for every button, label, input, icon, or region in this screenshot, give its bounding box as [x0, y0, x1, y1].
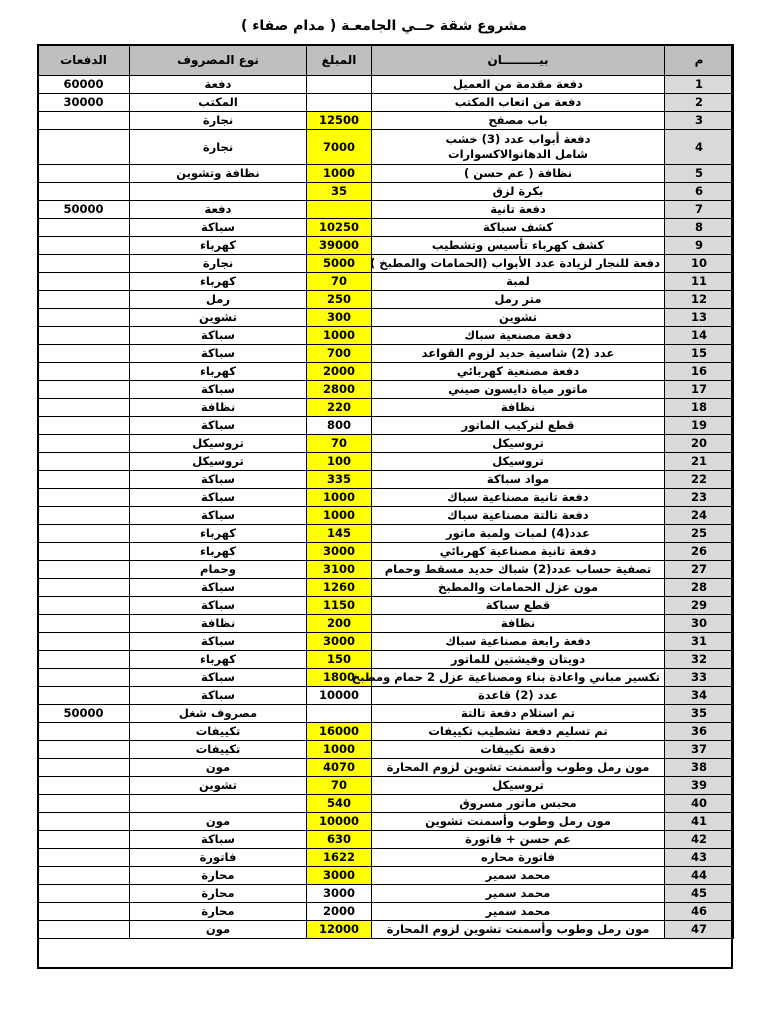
cell-type: تشوين	[130, 309, 307, 327]
cell-payments	[38, 453, 130, 471]
cell-type: رمل	[130, 291, 307, 309]
cell-description: محمد سمير	[372, 903, 665, 921]
cell-amount	[307, 94, 372, 112]
cell-description: قطع لتركيب الماتور	[372, 417, 665, 435]
cell-amount: 300	[307, 309, 372, 327]
cell-number: 6	[665, 183, 734, 201]
cell-type: فاتورة	[130, 849, 307, 867]
cell-type: مون	[130, 813, 307, 831]
header-payments: الدفعات	[38, 45, 130, 76]
cell-description: مون عزل الحمامات والمطبخ	[372, 579, 665, 597]
table-row	[38, 453, 734, 471]
cell-type: سباكة	[130, 471, 307, 489]
cell-payments	[38, 651, 130, 669]
cell-type: دفعة	[130, 76, 307, 94]
cell-type: سباكة	[130, 633, 307, 651]
cell-description: نظافة	[372, 615, 665, 633]
cell-number: 33	[665, 669, 734, 687]
cell-number: 25	[665, 525, 734, 543]
table-row	[38, 579, 734, 597]
cell-number: 41	[665, 813, 734, 831]
cell-payments	[38, 849, 130, 867]
table-row	[38, 112, 734, 130]
cell-number: 8	[665, 219, 734, 237]
expense-table	[37, 44, 734, 939]
table-row	[38, 669, 734, 687]
cell-payments	[38, 273, 130, 291]
cell-description: دفعة من اتعاب المكتب	[372, 94, 665, 112]
cell-payments	[38, 831, 130, 849]
cell-number: 27	[665, 561, 734, 579]
cell-number: 15	[665, 345, 734, 363]
table-row	[38, 417, 734, 435]
cell-description: باب مصفح	[372, 112, 665, 130]
cell-description: دفعة للنجار لزيادة عدد الأبواب (الحمامات والمطبخ )	[372, 255, 665, 273]
cell-type: نظافة	[130, 615, 307, 633]
cell-payments	[38, 633, 130, 651]
table-row	[38, 345, 734, 363]
cell-payments	[38, 309, 130, 327]
table-row	[38, 903, 734, 921]
cell-description: ماتور مياة دايسون صيني	[372, 381, 665, 399]
cell-description: تم تسليم دفعة تشطيب تكييفات	[372, 723, 665, 741]
cell-type: تروسيكل	[130, 435, 307, 453]
cell-amount: 3100	[307, 561, 372, 579]
cell-type: كهرباء	[130, 273, 307, 291]
table-body	[38, 76, 734, 939]
table-row	[38, 759, 734, 777]
cell-amount: 70	[307, 435, 372, 453]
cell-description	[372, 130, 665, 165]
cell-amount: 3000	[307, 543, 372, 561]
cell-number: 24	[665, 507, 734, 525]
cell-number: 40	[665, 795, 734, 813]
cell-number: 19	[665, 417, 734, 435]
cell-number: 36	[665, 723, 734, 741]
cell-payments	[38, 561, 130, 579]
cell-type: تشوين	[130, 777, 307, 795]
cell-type: سباكة	[130, 219, 307, 237]
header-amount: المبلغ	[307, 45, 372, 76]
cell-payments	[38, 525, 130, 543]
table-row	[38, 130, 734, 165]
cell-amount: 1150	[307, 597, 372, 615]
cell-amount: 16000	[307, 723, 372, 741]
cell-amount: 1260	[307, 579, 372, 597]
cell-description: محمد سمير	[372, 867, 665, 885]
cell-type: سباكة	[130, 579, 307, 597]
table-row	[38, 381, 734, 399]
cell-number: 45	[665, 885, 734, 903]
cell-amount: 7000	[307, 130, 372, 165]
cell-type: سباكة	[130, 597, 307, 615]
description-line-1: دفعة أبواب عدد (3) خشب	[445, 132, 591, 146]
cell-payments	[38, 417, 130, 435]
table-row	[38, 849, 734, 867]
table-row	[38, 363, 734, 381]
cell-amount: 200	[307, 615, 372, 633]
table-row	[38, 273, 734, 291]
cell-description: دفعة تانية	[372, 201, 665, 219]
table-row	[38, 201, 734, 219]
cell-type: مون	[130, 921, 307, 939]
cell-description: تصفية حساب عدد(2) شباك حديد مسقط وحمام	[372, 561, 665, 579]
table-row	[38, 921, 734, 939]
table-row	[38, 597, 734, 615]
cell-number: 14	[665, 327, 734, 345]
table-row	[38, 327, 734, 345]
cell-type: سباكة	[130, 831, 307, 849]
cell-payments	[38, 741, 130, 759]
cell-type: دفعة	[130, 201, 307, 219]
cell-payments	[38, 345, 130, 363]
cell-number: 18	[665, 399, 734, 417]
cell-description: دفعة تانية مصناعية سباك	[372, 489, 665, 507]
cell-amount	[307, 76, 372, 94]
cell-description: تروسيكل	[372, 453, 665, 471]
cell-payments: 60000	[38, 76, 130, 94]
table-row	[38, 525, 734, 543]
cell-amount: 4070	[307, 759, 372, 777]
cell-description: متر رمل	[372, 291, 665, 309]
cell-number: 30	[665, 615, 734, 633]
cell-type: نظافة	[130, 399, 307, 417]
cell-payments: 50000	[38, 201, 130, 219]
header-row	[38, 45, 734, 76]
cell-amount: 2800	[307, 381, 372, 399]
table-row	[38, 507, 734, 525]
cell-payments	[38, 813, 130, 831]
cell-number: 17	[665, 381, 734, 399]
cell-payments	[38, 291, 130, 309]
cell-payments	[38, 723, 130, 741]
table-row	[38, 237, 734, 255]
table-row	[38, 687, 734, 705]
cell-amount: 70	[307, 777, 372, 795]
cell-amount: 35	[307, 183, 372, 201]
table-row	[38, 255, 734, 273]
table-row	[38, 561, 734, 579]
header-description: بيـــــــــان	[372, 45, 665, 76]
cell-number: 11	[665, 273, 734, 291]
table-row	[38, 76, 734, 94]
cell-amount: 3000	[307, 867, 372, 885]
cell-description: تم استلام دفعة تالتة	[372, 705, 665, 723]
cell-type: محارة	[130, 867, 307, 885]
table-row	[38, 165, 734, 183]
cell-description: دفعة رابعة مصناعية سباك	[372, 633, 665, 651]
cell-number: 1	[665, 76, 734, 94]
cell-amount: 250	[307, 291, 372, 309]
cell-payments	[38, 669, 130, 687]
cell-payments	[38, 183, 130, 201]
cell-type: كهرباء	[130, 543, 307, 561]
cell-amount: 12500	[307, 112, 372, 130]
cell-number: 39	[665, 777, 734, 795]
cell-payments	[38, 687, 130, 705]
cell-description: مون رمل وطوب وأسمنت تشوين لزوم المحارة	[372, 921, 665, 939]
cell-type: تروسيكل	[130, 453, 307, 471]
cell-payments	[38, 255, 130, 273]
cell-type: سباكة	[130, 345, 307, 363]
cell-number: 4	[665, 130, 734, 165]
cell-amount: 1000	[307, 489, 372, 507]
cell-number: 46	[665, 903, 734, 921]
cell-description: نظافة	[372, 399, 665, 417]
cell-number: 34	[665, 687, 734, 705]
table-row	[38, 867, 734, 885]
cell-number: 5	[665, 165, 734, 183]
cell-type: كهرباء	[130, 237, 307, 255]
cell-amount: 800	[307, 417, 372, 435]
cell-type: كهرباء	[130, 525, 307, 543]
cell-amount: 700	[307, 345, 372, 363]
cell-description: قطع سباكة	[372, 597, 665, 615]
cell-type: سباكة	[130, 669, 307, 687]
cell-amount: 145	[307, 525, 372, 543]
table-row	[38, 309, 734, 327]
cell-description: عم حسن + فاتورة	[372, 831, 665, 849]
cell-amount	[307, 201, 372, 219]
table-row	[38, 435, 734, 453]
cell-amount: 220	[307, 399, 372, 417]
cell-type: سباكة	[130, 327, 307, 345]
cell-amount: 1622	[307, 849, 372, 867]
cell-amount: 2000	[307, 363, 372, 381]
cell-number: 26	[665, 543, 734, 561]
cell-type: نجارة	[130, 112, 307, 130]
table-row	[38, 399, 734, 417]
cell-type	[130, 795, 307, 813]
cell-amount: 12000	[307, 921, 372, 939]
cell-description: نظافة ( عم حسن )	[372, 165, 665, 183]
cell-payments: 30000	[38, 94, 130, 112]
cell-amount: 1000	[307, 741, 372, 759]
cell-amount: 5000	[307, 255, 372, 273]
cell-description: دفعة تكييفات	[372, 741, 665, 759]
cell-description: عدد (2) قاعدة	[372, 687, 665, 705]
cell-type: نجارة	[130, 130, 307, 165]
cell-amount: 100	[307, 453, 372, 471]
cell-payments	[38, 543, 130, 561]
cell-payments	[38, 759, 130, 777]
table-row	[38, 543, 734, 561]
cell-amount: 1800	[307, 669, 372, 687]
cell-payments	[38, 777, 130, 795]
cell-number: 42	[665, 831, 734, 849]
table-row	[38, 471, 734, 489]
cell-description: تروسيكل	[372, 777, 665, 795]
cell-amount: 39000	[307, 237, 372, 255]
cell-amount: 335	[307, 471, 372, 489]
cell-type: كهرباء	[130, 363, 307, 381]
cell-payments	[38, 471, 130, 489]
cell-amount: 1000	[307, 507, 372, 525]
cell-description: مون رمل وطوب وأسمنت تشوين	[372, 813, 665, 831]
cell-number: 37	[665, 741, 734, 759]
cell-number: 16	[665, 363, 734, 381]
cell-payments	[38, 237, 130, 255]
cell-amount: 1000	[307, 165, 372, 183]
cell-number: 22	[665, 471, 734, 489]
cell-payments	[38, 399, 130, 417]
cell-number: 12	[665, 291, 734, 309]
page-title: مشروع شقة حــي الجامعـة ( مدام صفاء )	[240, 18, 528, 34]
cell-description: دفعة تالتة مصناعية سباك	[372, 507, 665, 525]
cell-type: مون	[130, 759, 307, 777]
cell-payments	[38, 903, 130, 921]
cell-description: مواد سباكة	[372, 471, 665, 489]
cell-amount: 3000	[307, 633, 372, 651]
cell-number: 29	[665, 597, 734, 615]
cell-type: سباكة	[130, 381, 307, 399]
cell-payments	[38, 579, 130, 597]
cell-description: دفعة مصنعية سباك	[372, 327, 665, 345]
table-row	[38, 885, 734, 903]
cell-description: كشف كهرباء تأسيس وتشطيب	[372, 237, 665, 255]
cell-number: 13	[665, 309, 734, 327]
cell-description: دفعة مصنعية كهربائي	[372, 363, 665, 381]
table-row	[38, 219, 734, 237]
cell-payments	[38, 615, 130, 633]
header-type: نوع المصروف	[130, 45, 307, 76]
cell-number: 3	[665, 112, 734, 130]
cell-payments	[38, 489, 130, 507]
cell-amount: 2000	[307, 903, 372, 921]
cell-type: المكتب	[130, 94, 307, 112]
cell-amount: 3000	[307, 885, 372, 903]
cell-description: دفعة تانية مصناعية كهربائي	[372, 543, 665, 561]
table-row	[38, 94, 734, 112]
cell-number: 7	[665, 201, 734, 219]
cell-number: 9	[665, 237, 734, 255]
cell-type: كهرباء	[130, 651, 307, 669]
cell-payments	[38, 363, 130, 381]
cell-amount: 10000	[307, 687, 372, 705]
cell-payments	[38, 130, 130, 165]
cell-payments	[38, 885, 130, 903]
cell-description: تكسير مباني واعادة بناء ومصناعية عزل 2 حمام ومطبخ	[372, 669, 665, 687]
cell-amount: 10000	[307, 813, 372, 831]
cell-type: محارة	[130, 885, 307, 903]
cell-amount: 540	[307, 795, 372, 813]
cell-type: سباكة	[130, 507, 307, 525]
cell-payments	[38, 165, 130, 183]
cell-payments	[38, 112, 130, 130]
cell-description: دويتان وفيشتين للماتور	[372, 651, 665, 669]
cell-description: بكرة لزق	[372, 183, 665, 201]
cell-type: تكييفات	[130, 723, 307, 741]
cell-payments: 50000	[38, 705, 130, 723]
cell-number: 32	[665, 651, 734, 669]
cell-type: سباكة	[130, 417, 307, 435]
cell-description: مون رمل وطوب وأسمنت تشوين لزوم المحارة	[372, 759, 665, 777]
cell-type: وحمام	[130, 561, 307, 579]
cell-number: 38	[665, 759, 734, 777]
cell-number: 10	[665, 255, 734, 273]
cell-amount: 150	[307, 651, 372, 669]
cell-type: محارة	[130, 903, 307, 921]
cell-type	[130, 183, 307, 201]
table-row	[38, 723, 734, 741]
cell-number: 47	[665, 921, 734, 939]
cell-payments	[38, 597, 130, 615]
cell-number: 31	[665, 633, 734, 651]
table-row	[38, 777, 734, 795]
table-row	[38, 633, 734, 651]
cell-number: 28	[665, 579, 734, 597]
table-row	[38, 615, 734, 633]
cell-type: نجارة	[130, 255, 307, 273]
description-line-2: شامل الدهانوالاكسوارات	[448, 147, 588, 161]
cell-description: تشوين	[372, 309, 665, 327]
cell-payments	[38, 867, 130, 885]
header-number: م	[665, 45, 734, 76]
cell-number: 20	[665, 435, 734, 453]
cell-payments	[38, 795, 130, 813]
table-row	[38, 741, 734, 759]
table-row	[38, 183, 734, 201]
table-row	[38, 705, 734, 723]
cell-number: 23	[665, 489, 734, 507]
cell-payments	[38, 507, 130, 525]
table-row	[38, 489, 734, 507]
cell-type: نظافة وتشوين	[130, 165, 307, 183]
cell-description: عدد(4) لمبات ولمبة ماتور	[372, 525, 665, 543]
cell-description: لمبة	[372, 273, 665, 291]
cell-payments	[38, 327, 130, 345]
cell-amount: 630	[307, 831, 372, 849]
cell-description: محبس ماتور مسروق	[372, 795, 665, 813]
cell-description: محمد سمير	[372, 885, 665, 903]
cell-payments	[38, 381, 130, 399]
cell-amount: 10250	[307, 219, 372, 237]
cell-description: عدد (2) شاسية حديد لزوم القواعد	[372, 345, 665, 363]
cell-description: كشف سباكة	[372, 219, 665, 237]
cell-payments	[38, 219, 130, 237]
table-row	[38, 795, 734, 813]
cell-amount	[307, 705, 372, 723]
cell-number: 44	[665, 867, 734, 885]
cell-amount: 1000	[307, 327, 372, 345]
cell-type: سباكة	[130, 687, 307, 705]
cell-payments	[38, 435, 130, 453]
cell-description: تروسيكل	[372, 435, 665, 453]
cell-type: تكييفات	[130, 741, 307, 759]
cell-type: مصروف شغل	[130, 705, 307, 723]
cell-amount: 70	[307, 273, 372, 291]
cell-number: 2	[665, 94, 734, 112]
cell-number: 35	[665, 705, 734, 723]
cell-type: سباكة	[130, 489, 307, 507]
table-row	[38, 813, 734, 831]
cell-description: دفعة مقدمة من العميل	[372, 76, 665, 94]
table-row	[38, 651, 734, 669]
cell-number: 43	[665, 849, 734, 867]
cell-number: 21	[665, 453, 734, 471]
cell-payments	[38, 921, 130, 939]
table-row	[38, 291, 734, 309]
cell-description: فاتورة محاره	[372, 849, 665, 867]
table-row	[38, 831, 734, 849]
